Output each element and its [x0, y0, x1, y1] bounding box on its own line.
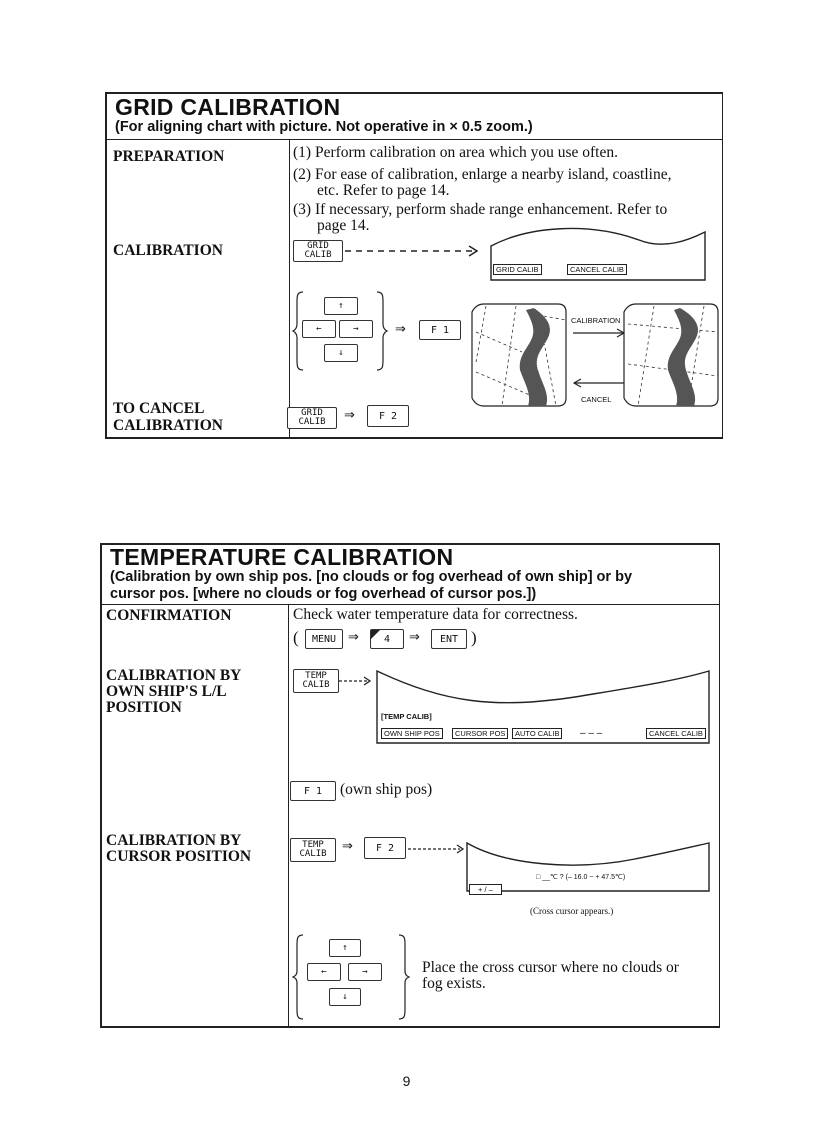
arrow-down-key-2[interactable]: ↓ — [329, 988, 361, 1006]
arrow-left-key-2[interactable]: ← — [307, 963, 341, 981]
grid-calib-key[interactable] — [293, 240, 343, 262]
grid-title: GRID CALIBRATION — [115, 94, 341, 120]
grid-calib-screen-button[interactable]: GRID CALIB — [493, 264, 542, 275]
implies-arrow-icon-4: ⇒ — [409, 630, 420, 645]
chart-aligned-image — [624, 302, 720, 408]
grid-divider — [107, 139, 722, 140]
arrow-up-key[interactable]: ↑ — [324, 297, 358, 315]
grid-calibration-panel — [105, 92, 723, 439]
right-brace-icon-2 — [397, 933, 409, 1021]
arrow-right-key-2[interactable]: → — [348, 963, 382, 981]
cancel-calib-screen-button[interactable]: CANCEL CALIB — [567, 264, 627, 275]
check-text: Check water temperature data for correctness. — [293, 606, 578, 623]
close-paren: ) — [471, 628, 477, 647]
grid-label-cancel-1: TO CANCEL — [113, 400, 205, 417]
cursor-pos-button[interactable]: CURSOR POS — [452, 728, 508, 739]
f1-caption: (own ship pos) — [340, 781, 433, 798]
grid-label-cancel-2: CALIBRATION — [113, 417, 223, 434]
own-ship-pos-button[interactable]: OWN SHIP POS — [381, 728, 443, 739]
dashed-arrow-icon-2 — [339, 675, 375, 687]
temp-label-cursor-2: CURSOR POSITION — [106, 848, 252, 865]
implies-arrow-icon-5: ⇒ — [342, 839, 353, 854]
arrow-down-key[interactable]: ↓ — [324, 344, 358, 362]
grid-calib-cancel-key-line2: CALIB — [298, 417, 326, 427]
temp-calib-key-2-line1: TEMP — [302, 840, 324, 850]
cursor-screen-frame — [465, 837, 711, 893]
grid-step-1: (1) Perform calibration on area which you use often. — [293, 144, 618, 161]
temp-calib-key[interactable] — [293, 669, 339, 693]
grid-step-3-line2: page 14. — [317, 217, 370, 234]
temp-label-cursor-1: CALIBRATION BY — [106, 832, 242, 849]
arrow-up-key-2[interactable]: ↑ — [329, 939, 361, 957]
dashed-arrow-icon — [345, 244, 485, 258]
cross-caption: (Cross cursor appears.) — [530, 906, 614, 916]
arrow-right-key[interactable]: → — [339, 320, 373, 338]
temp-cancel-calib-button[interactable]: CANCEL CALIB — [646, 728, 706, 739]
temp-label-confirmation: CONFIRMATION — [106, 607, 232, 624]
grid-step-2-line2: etc. Refer to page 14. — [317, 182, 450, 199]
key-4[interactable]: 4 — [370, 629, 404, 649]
implies-arrow-icon: ⇒ — [395, 322, 406, 337]
temp-screen-header: [TEMP CALIB] — [381, 712, 432, 721]
grid-step-2-line1: (2) For ease of calibration, enlarge a nearby island, coastline, — [293, 166, 672, 183]
temp-label-own-1: CALIBRATION BY — [106, 667, 242, 684]
temp-subtitle-line2: cursor pos. [where no clouds or fog overhead of cursor pos.]) — [110, 586, 537, 602]
ent-key[interactable]: ENT — [431, 629, 467, 649]
key-corner-mark-icon — [371, 630, 381, 640]
left-brace-icon-2 — [293, 933, 305, 1021]
auto-calib-button[interactable]: AUTO CALIB — [512, 728, 562, 739]
cursor-readout: □ __℃ ? (– 16.0 ~ + 47.5℃) — [536, 874, 626, 881]
grid-label-preparation: PREPARATION — [113, 148, 225, 165]
implies-arrow-icon-2: ⇒ — [344, 408, 355, 423]
grid-f2-key[interactable]: F 2 — [367, 405, 409, 427]
menu-key[interactable]: MENU — [305, 629, 343, 649]
arrow-left-key[interactable]: ← — [302, 320, 336, 338]
temp-f2-key[interactable]: F 2 — [364, 837, 406, 859]
temp-label-own-3: POSITION — [106, 699, 182, 716]
temp-label-own-2: OWN SHIP'S L/L — [106, 683, 227, 700]
implies-arrow-icon-3: ⇒ — [348, 630, 359, 645]
temp-calib-key-2-line2: CALIB — [299, 849, 327, 859]
screen-dashes: – – – — [580, 728, 603, 739]
grid-step-3-line1: (3) If necessary, perform shade range enhancement. Refer to — [293, 201, 668, 218]
temperature-calibration-panel — [100, 543, 720, 1028]
temp-f1-key[interactable]: F 1 — [290, 781, 336, 801]
open-paren: ( — [293, 628, 299, 647]
grid-f1-key[interactable]: F 1 — [419, 320, 461, 340]
place-cursor-line2: fog exists. — [422, 975, 486, 992]
cancel-caption: CANCEL — [581, 395, 612, 404]
grid-column-divider — [289, 139, 290, 437]
temp-subtitle-line1: (Calibration by own ship pos. [no clouds or fog overhead of own ship] or by — [110, 569, 633, 585]
temp-calib-key-2[interactable] — [290, 838, 336, 862]
right-arrow-icon — [571, 327, 627, 339]
grid-label-calibration: CALIBRATION — [113, 242, 223, 259]
left-arrow-icon — [571, 377, 627, 389]
temp-divider — [102, 604, 719, 605]
grid-calib-cancel-key-line1: GRID — [301, 408, 323, 418]
plus-minus-button[interactable]: + / – — [469, 884, 502, 895]
grid-calib-key-line1: GRID — [307, 241, 329, 251]
place-cursor-line1: Place the cross cursor where no clouds or — [422, 959, 679, 976]
grid-calib-cancel-key[interactable] — [287, 407, 337, 429]
dashed-arrow-icon-3 — [408, 843, 468, 855]
temp-calib-key-line1: TEMP — [305, 671, 327, 681]
right-brace-icon — [375, 290, 387, 372]
calibration-caption: CALIBRATION — [571, 316, 621, 325]
temp-calib-key-line2: CALIB — [302, 680, 330, 690]
temp-column-divider — [288, 604, 289, 1026]
chart-misaligned-image — [472, 302, 568, 408]
grid-calib-key-line2: CALIB — [304, 250, 332, 260]
temp-title: TEMPERATURE CALIBRATION — [110, 544, 454, 570]
grid-subtitle: (For aligning chart with picture. Not operative in × 0.5 zoom.) — [115, 119, 533, 135]
page-number: 9 — [402, 1073, 411, 1089]
